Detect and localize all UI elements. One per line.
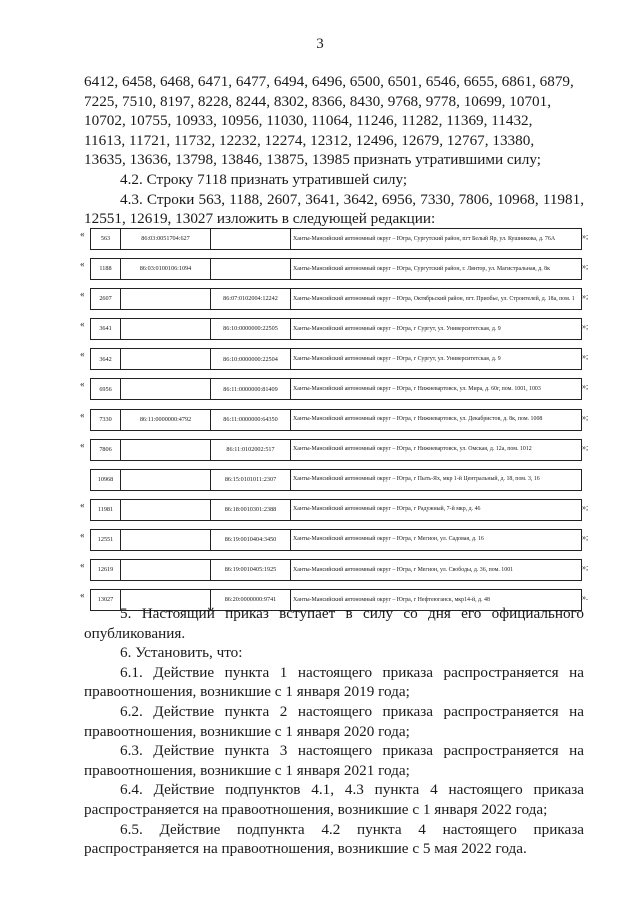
- cadastral-number-2-cell: [211, 259, 291, 279]
- address-text: Ханты-Мансийский автономный округ – Югра, Сургутский район, г. Лянтор, ул. Магистральная, д. 8к: [293, 265, 550, 272]
- row-number-cell: 2607: [91, 289, 121, 309]
- row-cells: [90, 529, 582, 551]
- row-open-quote: «: [80, 560, 85, 571]
- row-close-quote: »;: [582, 352, 589, 362]
- intro-line: 13635, 13636, 13798, 13846, 13875, 13985 признать утратившими силу;: [84, 151, 541, 169]
- row-number-cell: 1188: [91, 259, 121, 279]
- row-cells: [90, 439, 582, 461]
- cadastral-number-1-cell: [121, 319, 211, 339]
- item-6-4: 6.4. Действие подпунктов 4.1, 4.3 пункта 4 настоящего приказа распространяется на правоотношения, возникшие с 1 января 2022 года;: [84, 781, 584, 818]
- cadastral-number-2-cell: 86:11:0000000:64350: [211, 410, 291, 430]
- item-6-5: 6.5. Действие подпункта 4.2 пункта 4 настоящего приказа распространяется на правоотношения, возникшие с 5 мая 2022 года.: [84, 820, 584, 858]
- item-4-3: 4.3. Строки 563, 1188, 2607, 3641, 3642, 6956, 7330, 7806, 10968, 11981, 12551, 12619, 13027 изложить в следующей редакции:: [84, 190, 584, 228]
- row-close-quote: »;: [582, 382, 589, 392]
- address-cell: [291, 229, 581, 249]
- row-open-quote: «: [80, 289, 85, 300]
- row-close-quote: »;: [582, 502, 589, 512]
- address-text: Ханты-Мансийский автономный округ – Югра, Сургутский район, пгт Белый Яр, ул. Кушникова, д. 76А: [293, 235, 556, 242]
- address-text: Ханты-Мансийский автономный округ – Югра, г Радужный, 7-й мкр, д. 46: [293, 506, 481, 513]
- address-text: Ханты-Мансийский автономный округ – Югра, г Нижневартовск, ул. Омская, д. 12а, пом. 1012: [293, 446, 532, 453]
- row-close-quote: »;: [582, 563, 589, 573]
- table-row: [78, 348, 608, 368]
- address-text: Ханты-Мансийский автономный округ – Югра, г Нефтеюганск, мкр14-й, д. 48: [293, 596, 490, 603]
- table-row: [78, 559, 608, 579]
- cadastral-number-1-cell: [121, 560, 211, 580]
- cadastral-number-1-cell: 86:03:0100106:1094: [121, 259, 211, 279]
- table-row: [78, 499, 608, 519]
- table-row: [78, 258, 608, 278]
- address-text: Ханты-Мансийский автономный округ – Югра, г Сургут, ул. Университетская, д. 9: [293, 355, 501, 362]
- address-cell: [291, 530, 581, 550]
- row-number-cell: 13027: [91, 590, 121, 610]
- intro-line: 10702, 10755, 10933, 10956, 11030, 11064, 11246, 11282, 11369, 11432,: [84, 112, 533, 130]
- row-close-quote: »;: [582, 232, 589, 241]
- row-number-cell: 563: [91, 229, 121, 249]
- address-cell: [291, 410, 581, 430]
- address-text: Ханты-Мансийский автономный округ – Югра, Октябрьский район, пгт. Приобье, ул. Строителей, д. 18а, пом. 1: [293, 295, 575, 302]
- row-open-quote: «: [80, 259, 85, 270]
- item-6-2: 6.2. Действие пункта 2 настоящего приказа распространяется на правоотношения, возникшие с 1 января 2020 года;: [84, 702, 584, 740]
- row-open-quote: «: [80, 529, 85, 540]
- row-cells: [90, 288, 582, 310]
- row-open-quote: «: [80, 409, 85, 420]
- cadastral-number-2-cell: [211, 229, 291, 249]
- row-open-quote: «: [80, 379, 85, 390]
- row-number-cell: 3641: [91, 319, 121, 339]
- row-open-quote: «: [80, 319, 85, 330]
- cadastral-number-2-cell: 86:20:0000000:9741: [211, 590, 291, 610]
- cadastral-number-1-cell: [121, 289, 211, 309]
- row-open-quote: «: [80, 229, 85, 239]
- cadastral-number-2-cell: 86:19:0010404:3450: [211, 530, 291, 550]
- row-number-cell: 11981: [91, 500, 121, 520]
- cadastral-number-1-cell: 86:03:0051704:627: [121, 229, 211, 249]
- row-number-cell: 10968: [91, 470, 121, 490]
- address-cell: [291, 379, 581, 399]
- address-cell: [291, 289, 581, 309]
- address-text: Ханты-Мансийский автономный округ – Югра, г Нижневартовск, ул. Мира, д. 60г, пом. 1001, 1003: [293, 385, 541, 392]
- table-row: [78, 469, 608, 489]
- address-cell: [291, 560, 581, 580]
- address-cell: [291, 259, 581, 279]
- item-6-1: 6.1. Действие пункта 1 настоящего приказа распространяется на правоотношения, возникшие с 1 января 2019 года;: [84, 663, 584, 701]
- row-cells: [90, 499, 582, 521]
- cadastral-number-2-cell: 86:11:0000000:81409: [211, 379, 291, 399]
- item-6-3: 6.3. Действие пункта 3 настоящего приказа распространяется на правоотношения, возникшие с 1 января 2021 года;: [84, 742, 584, 779]
- row-number-cell: 3642: [91, 349, 121, 369]
- row-close-quote: »;: [582, 412, 589, 422]
- address-cell: [291, 440, 581, 460]
- cadastral-number-2-cell: 86:10:0000000:22504: [211, 349, 291, 369]
- row-cells: [90, 469, 582, 491]
- row-cells: [90, 348, 582, 370]
- row-cells: [90, 258, 582, 280]
- row-cells: [90, 559, 582, 581]
- table-row: [78, 378, 608, 398]
- cadastral-number-1-cell: [121, 470, 211, 490]
- intro-block: [84, 72, 584, 229]
- address-text: Ханты-Мансийский автономный округ – Югра, г Мегион, ул. Садовая, д. 16: [293, 536, 484, 543]
- cadastral-number-1-cell: [121, 349, 211, 369]
- table-row: [78, 318, 608, 338]
- row-close-quote: »;: [582, 322, 589, 332]
- row-open-quote: «: [80, 439, 85, 450]
- address-text: Ханты-Мансийский автономный округ – Югра, г Пыть-Ях, мкр 1-й Центральный, д. 18, пом. 3, 16: [293, 476, 540, 483]
- row-cells: [90, 378, 582, 400]
- row-number-cell: 12619: [91, 560, 121, 580]
- item-4-2: 4.2. Строку 7118 признать утратившей силу;: [120, 170, 408, 188]
- row-close-quote: »;: [582, 442, 589, 452]
- row-open-quote: «: [80, 349, 85, 360]
- row-number-cell: 6956: [91, 379, 121, 399]
- address-text: Ханты-Мансийский автономный округ – Югра, г Сургут, ул. Университетская, д. 9: [293, 325, 501, 332]
- item-6: 6. Установить, что:: [120, 644, 243, 662]
- cadastral-number-1-cell: [121, 440, 211, 460]
- address-text: Ханты-Мансийский автономный округ – Югра, г Нижневартовск, ул. Декабристов, д. 8к, пом. 1008: [293, 416, 543, 423]
- final-provisions: [84, 604, 584, 859]
- cadastral-number-2-cell: 86:18:0010301:2388: [211, 500, 291, 520]
- cadastral-number-1-cell: [121, 500, 211, 520]
- cadastral-number-2-cell: 86:10:0000000:22505: [211, 319, 291, 339]
- table-row: [78, 529, 608, 549]
- cadastral-number-2-cell: 86:19:0010405:1925: [211, 560, 291, 580]
- row-number-cell: 7330: [91, 410, 121, 430]
- cadastral-number-1-cell: [121, 379, 211, 399]
- cadastral-number-2-cell: 86:11:0102002:517: [211, 440, 291, 460]
- address-text: Ханты-Мансийский автономный округ – Югра, г Мегион, ул. Свободы, д. 36, пом. 1001: [293, 566, 514, 573]
- address-cell: [291, 500, 581, 520]
- row-open-quote: «: [80, 499, 85, 510]
- table-row: [78, 439, 608, 459]
- cadastral-number-1-cell: 86:11:0000000:4792: [121, 410, 211, 430]
- row-number-cell: 7806: [91, 440, 121, 460]
- table-row: [78, 409, 608, 429]
- address-cell: [291, 319, 581, 339]
- intro-line: 6412, 6458, 6468, 6471, 6477, 6494, 6496, 6500, 6501, 6546, 6655, 6861, 6879,: [84, 73, 574, 90]
- address-cell: [291, 470, 581, 490]
- row-number-cell: 12551: [91, 530, 121, 550]
- row-cells: [90, 228, 582, 250]
- row-cells: [90, 318, 582, 340]
- row-close-quote: »;: [582, 292, 589, 302]
- row-close-quote: ».: [582, 593, 588, 603]
- table-row: [78, 228, 608, 248]
- intro-line: 7225, 7510, 8197, 8228, 8244, 8302, 8366, 8430, 9768, 9778, 10699, 10701,: [84, 92, 552, 110]
- item-5: 5. Настоящий приказ вступает в силу со дня его официального опубликования.: [84, 605, 584, 642]
- address-cell: [291, 349, 581, 369]
- amended-rows-table: [78, 228, 608, 619]
- row-open-quote: «: [80, 590, 85, 601]
- table-row: [78, 288, 608, 308]
- row-cells: [90, 409, 582, 431]
- row-close-quote: »;: [582, 532, 589, 542]
- row-close-quote: »;: [582, 262, 589, 272]
- cadastral-number-1-cell: [121, 530, 211, 550]
- page-number: 3: [316, 36, 324, 52]
- intro-line: 11613, 11721, 11732, 12232, 12274, 12312, 12496, 12679, 12767, 13380,: [84, 131, 535, 149]
- cadastral-number-2-cell: 86:15:0101011:2307: [211, 470, 291, 490]
- cadastral-number-2-cell: 86:07:0102004:12242: [211, 289, 291, 309]
